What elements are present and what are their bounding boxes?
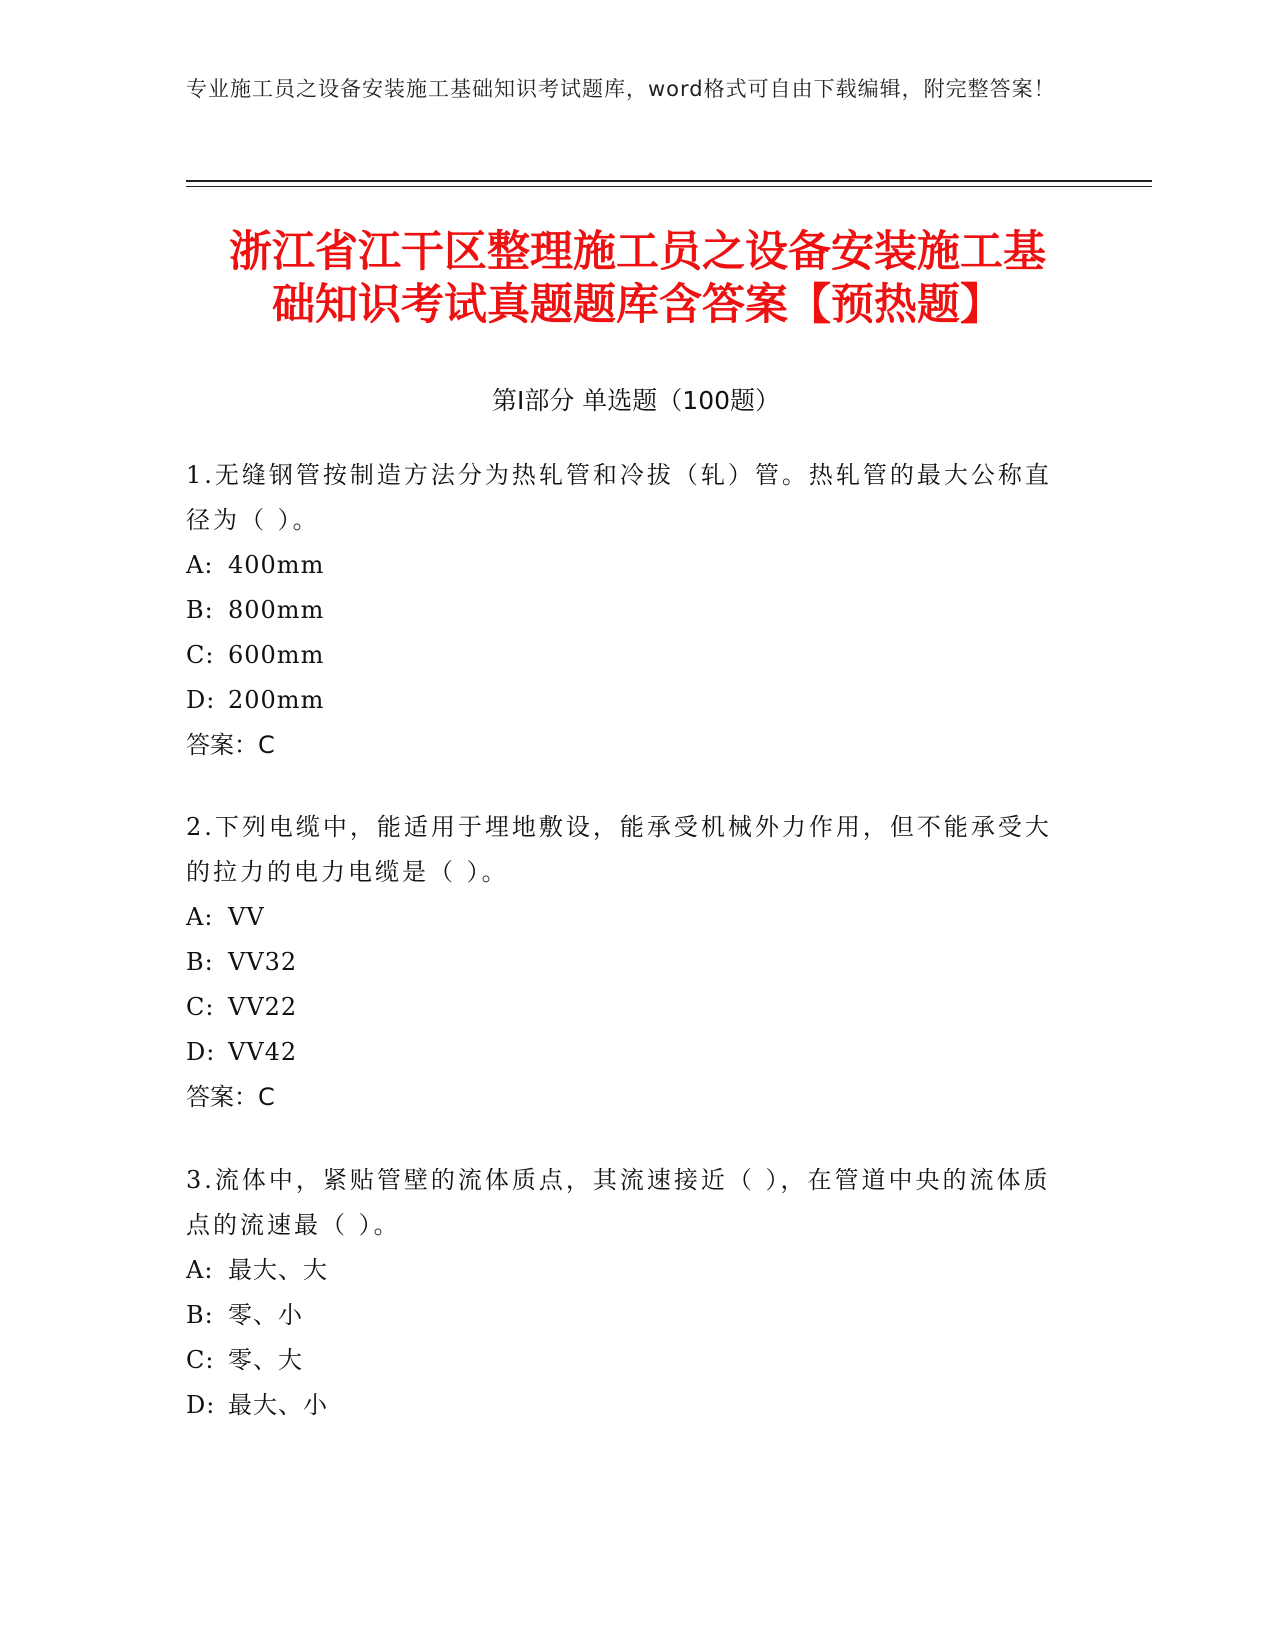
header-divider-thick: [186, 180, 1152, 182]
header-note: 专业施工员之设备安装施工基础知识考试题库，word格式可自由下载编辑，附完整答案！: [186, 77, 1056, 101]
question-3: [186, 1158, 1066, 1428]
option-a: [186, 1248, 1066, 1293]
option-b: [186, 1293, 1066, 1338]
option-a: [186, 543, 1066, 588]
option-b: [186, 940, 1066, 985]
answer-label: 答案：C: [186, 1083, 275, 1111]
option-key: B:: [186, 1301, 214, 1329]
question-1: [186, 453, 1066, 768]
option-text: 600mm: [228, 641, 325, 669]
option-text: 200mm: [228, 686, 325, 714]
option-text: 最大、大: [228, 1256, 328, 1284]
option-c: [186, 985, 1066, 1030]
option-text: 零、小: [228, 1301, 303, 1329]
option-a: [186, 895, 1066, 940]
option-d: [186, 1030, 1066, 1075]
option-key: C:: [186, 993, 215, 1021]
option-key: B:: [186, 596, 214, 624]
option-b: [186, 588, 1066, 633]
option-text: VV: [228, 903, 265, 931]
option-c: [186, 633, 1066, 678]
question-2: [186, 805, 1066, 1120]
document-title: [150, 226, 1125, 332]
option-d: [186, 678, 1066, 723]
question-stem: 3.流体中，紧贴管壁的流体质点，其流速接近（ ），在管道中央的流体质点的流速最（ ）。: [186, 1166, 1051, 1239]
option-text: 800mm: [228, 596, 325, 624]
option-key: D:: [186, 1038, 216, 1066]
option-key: D:: [186, 686, 216, 714]
option-text: VV42: [228, 1038, 298, 1066]
option-text: 400mm: [228, 551, 325, 579]
question-stem: 2.下列电缆中，能适用于埋地敷设，能承受机械外力作用，但不能承受大的拉力的电力电缆是（ ）。: [186, 813, 1052, 886]
option-c: [186, 1338, 1066, 1383]
option-text: VV22: [228, 993, 298, 1021]
document-title-line-1: 浙江省江干区整理施工员之设备安装施工基: [229, 227, 1046, 277]
section-heading: 第Ⅰ部分 单选题（100题）: [491, 386, 781, 415]
option-d: [186, 1383, 1066, 1428]
option-key: D:: [186, 1391, 216, 1419]
option-key: B:: [186, 948, 214, 976]
document-title-line-2: 础知识考试真题题库含答案【预热题】: [272, 280, 1003, 330]
option-key: A:: [186, 551, 214, 579]
option-text: VV32: [228, 948, 298, 976]
question-stem: 1.无缝钢管按制造方法分为热轧管和冷拔（轧）管。热轧管的最大公称直径为（ ）。: [186, 461, 1052, 534]
option-key: C:: [186, 641, 215, 669]
header-divider-thin: [186, 186, 1152, 187]
option-key: A:: [186, 903, 214, 931]
answer-label: 答案：C: [186, 731, 275, 759]
option-text: 零、大: [228, 1346, 303, 1374]
option-key: C:: [186, 1346, 215, 1374]
option-text: 最大、小: [228, 1391, 328, 1419]
option-key: A:: [186, 1256, 214, 1284]
